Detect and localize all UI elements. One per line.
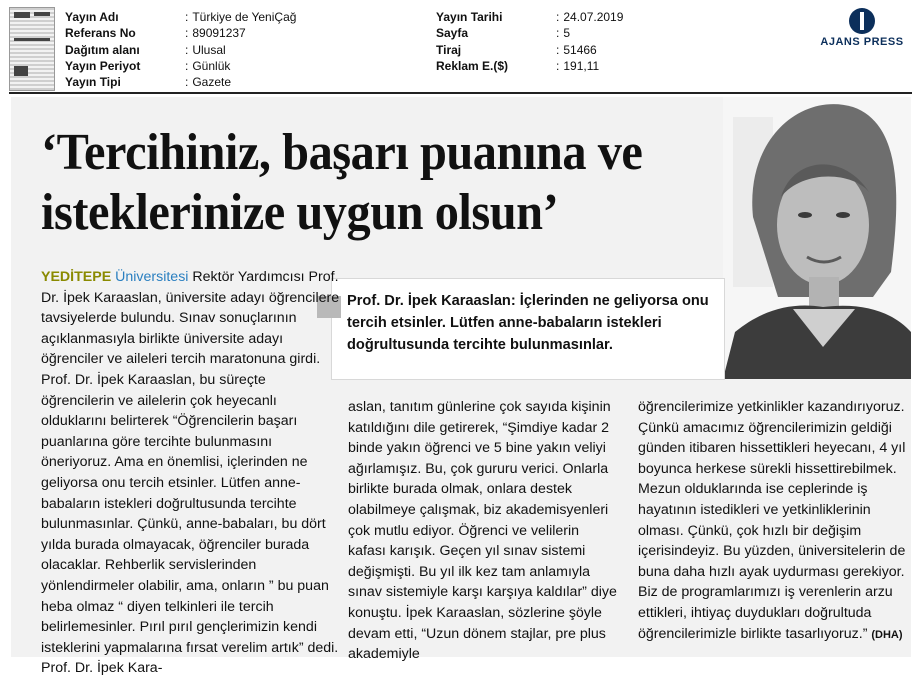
meta-colon: :: [185, 26, 189, 41]
meta-value: Günlük: [192, 58, 231, 73]
header-divider: [9, 92, 912, 94]
meta-row: [65, 9, 296, 25]
meta-label: Dağıtım alanı: [65, 42, 140, 57]
meta-value: 24.07.2019: [563, 10, 624, 24]
meta-row: [436, 58, 623, 74]
meta-value: 51466: [563, 42, 597, 57]
portrait-photo-icon: [723, 97, 911, 379]
meta-value: Türkiye de YeniÇağ: [192, 10, 297, 24]
article-clipping: [11, 97, 911, 677]
ajans-press-logo: [812, 8, 912, 48]
meta-row: [65, 58, 296, 74]
meta-label: Reklam E.($): [436, 58, 509, 73]
meta-label: Sayfa: [436, 26, 469, 41]
meta-label: Yayın Adı: [65, 10, 119, 24]
meta-value: 89091237: [192, 26, 246, 41]
meta-colon: :: [185, 42, 189, 57]
meta-row: [65, 42, 296, 58]
meta-value: Ulusal: [192, 42, 226, 57]
meta-row: [65, 74, 296, 90]
article-column-1: [41, 267, 341, 679]
meta-right: [436, 9, 623, 74]
meta-row: [436, 42, 623, 58]
meta-colon: :: [556, 10, 560, 24]
column-1-text: Rektör Yardımcısı Prof. Dr. İpek Karaaslan, üniversite adayı öğrencilere tavsiyelerde bulundu. Sınav sonuçlarının açıklanmasıyla birlikte üniversite adayı öğrenciler ve aileleri tercih maratonuna girdi. Prof. Dr. İpek Karaaslan, bu süreçte öğrencilerin ve ailelerin çok heyecanlı olduklarını belirterek “Öğrencilerin başarı puanlarına göre tercihte bulunmasını öneriyoruz. Ama en önemlisi, içlerinden ne geliyorsa onu tercih etsinler. Lütfen anne-babaların istekleri doğrultusunda tercihte bulunmasınlar. Çünkü, anne-babaları, bu dört yılda burada olmayacak, öğrenciler burada olacaklar. Rehberlik servislerinden yönlendirmeler olabilir, ama, onların ” bu puan heba olmaz “ diyen telkinleri ile tercih belirlemesinler. Pırıl pırıl gençlerimizin kendi isteklerini yapmalarına fırsat verelim artık” dedi. Prof. Dr. İpek Kara-: [41, 269, 340, 677]
portrait-photo: [723, 97, 911, 379]
meta-colon: :: [185, 10, 189, 24]
meta-label: Yayın Tipi: [65, 75, 121, 90]
yeditepe-logo: YEDİTEPE: [41, 269, 112, 285]
ajans-press-logo-icon: [849, 8, 875, 34]
article-column-3: [638, 397, 910, 645]
meta-value: 5: [563, 26, 571, 41]
meta-colon: :: [556, 58, 560, 73]
meta-label: Referans No: [65, 26, 136, 41]
source-credit: (DHA): [871, 628, 903, 641]
meta-colon: :: [556, 42, 560, 57]
meta-colon: :: [185, 75, 189, 90]
logo-text: AJANS PRESS: [820, 36, 904, 48]
meta-value: Gazete: [192, 75, 232, 90]
meta-value: 191,11: [563, 58, 600, 73]
pullquote: Prof. Dr. İpek Karaaslan: İçlerinden ne geliyorsa onu tercih etsinler. Lütfen anne-babaların istekleri doğrultusunda tercihte bulunmasınlar.: [347, 293, 709, 353]
university-word: Üniversitesi: [115, 269, 189, 285]
meta-row: [436, 25, 623, 41]
meta-row: [65, 25, 296, 41]
meta-label: Yayın Tarihi: [436, 10, 503, 24]
column-3-text: öğrencilerimize yetkinlikler kazandırıyoruz. Çünkü amacımız öğrencilerimizin geldiği günden itibaren hissettikleri heyecanı, 4 yıl boyunca herkese sürekli hissettirebilmek. Mezun olduklarında ise ceplerinde iş hayatının istedikleri ve yetkinliklerinin olması. Çünkü, çok hızlı bir değişim içerisindeyiz. Bu yüzden, üniversitelerin de buna daha hızlı ayak uydurması gerekiyor. Biz de programlarımızı iş verenlerin arzu ettikleri, ihtiyaç duydukları doğrultuda öğrencilerimizle birlikte tasarlıyoruz.”: [638, 399, 906, 642]
article-column-2: aslan, tanıtım günlerine çok sayıda kişinin katıldığını dile getirerek, “Şimdiye kadar 2 binde yakın öğrenci ve 5 bine yakın veliyi ağırlamışız. Bu, çok gururu verici. Onlarla birlikte burada olmak, onlara destek olabilmeye çalışmak, biz akademisyenleri çok mutlu ediyor. Öğrenci ve velilerin kafası karışık. Geçen yıl sınav sistemi değişmişti. Bu yıl ilk kez tam anlamıyla sınav sistemiyle karşı karşıya kaldılar” diye konuştu. İpek Karaaslan, sözlerine şöyle devam etti, “Uzun dönem stajlar, pre plus akademiyle: [348, 399, 617, 663]
headline: ‘Tercihiniz, başarı puanına ve isteklerinize uygun olsun’: [41, 124, 643, 241]
meta-colon: :: [185, 58, 189, 73]
meta-row: [436, 9, 623, 25]
page-thumbnail: [9, 7, 55, 91]
meta-left: [65, 9, 296, 90]
meta-colon: :: [556, 26, 560, 41]
meta-label: Tiraj: [436, 42, 462, 57]
meta-label: Yayın Periyot: [65, 58, 141, 73]
